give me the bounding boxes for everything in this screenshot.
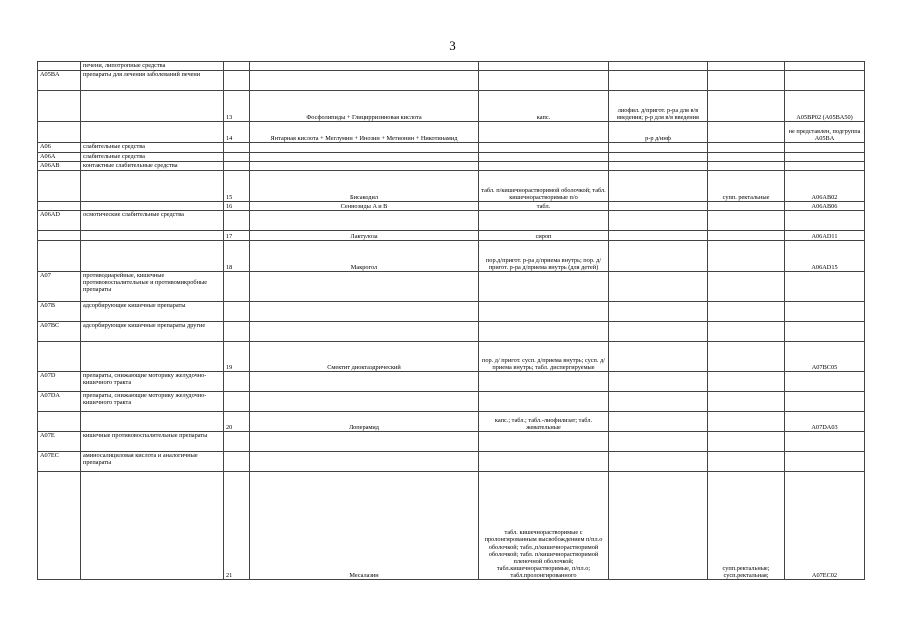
- row-number-cell: 18: [224, 241, 250, 272]
- rectal-form-cell: супп.ректальные; сусп.ректальная;: [708, 472, 785, 580]
- inpatient-form-cell: [609, 143, 708, 153]
- row-number-cell: 14: [224, 122, 250, 143]
- rectal-form-cell: [708, 342, 785, 372]
- inpatient-form-cell: лиофил. д/пригот. р-ра для в/в введения; р-р для в/в введения: [609, 91, 708, 122]
- drug-name-cell: Смектит диоктаэдрический: [250, 342, 479, 372]
- drug-name-cell: [250, 392, 479, 412]
- row-number-cell: 15: [224, 171, 250, 202]
- dosage-form-cell: [479, 143, 609, 153]
- table-row: [38, 452, 865, 472]
- dosage-form-cell: табл.: [479, 202, 609, 211]
- drug-atc-code-cell: A07EC02: [785, 472, 865, 580]
- group-description-cell: препараты, снижающие моторику желудочно-кишечного тракта: [81, 372, 224, 392]
- rectal-form-cell: [708, 392, 785, 412]
- drug-atc-code-cell: A07BC05: [785, 342, 865, 372]
- atc-code-cell: [38, 412, 81, 432]
- rectal-form-cell: [708, 202, 785, 211]
- table-row: [38, 412, 865, 432]
- row-number-cell: 19: [224, 342, 250, 372]
- atc-code-cell: A07B: [38, 302, 81, 322]
- inpatient-form-cell: [609, 472, 708, 580]
- rectal-form-cell: [708, 62, 785, 71]
- atc-code-cell: A07D: [38, 372, 81, 392]
- row-number-cell: [224, 211, 250, 231]
- atc-code-cell: [38, 202, 81, 211]
- rectal-form-cell: [708, 302, 785, 322]
- drug-name-cell: [250, 162, 479, 171]
- drug-name-cell: [250, 153, 479, 162]
- rectal-form-cell: [708, 162, 785, 171]
- inpatient-form-cell: [609, 153, 708, 162]
- rectal-form-cell: [708, 412, 785, 432]
- table-row: [38, 372, 865, 392]
- inpatient-form-cell: [609, 71, 708, 91]
- table-row: [38, 71, 865, 91]
- table-row: [38, 432, 865, 452]
- drug-atc-code-cell: A06AD11: [785, 231, 865, 241]
- table-body: [38, 62, 865, 580]
- drug-name-cell: [250, 143, 479, 153]
- group-description-cell: [81, 412, 224, 432]
- dosage-form-cell: [479, 322, 609, 342]
- table-row: [38, 143, 865, 153]
- group-description-cell: [81, 122, 224, 143]
- rectal-form-cell: [708, 143, 785, 153]
- drug-atc-code-cell: [785, 392, 865, 412]
- dosage-form-cell: [479, 122, 609, 143]
- rectal-form-cell: [708, 452, 785, 472]
- inpatient-form-cell: [609, 241, 708, 272]
- rectal-form-cell: [708, 122, 785, 143]
- drug-name-cell: Бисакодил: [250, 171, 479, 202]
- drug-atc-code-cell: [785, 62, 865, 71]
- group-description-cell: осмотические слабительные средства: [81, 211, 224, 231]
- dosage-form-cell: пор.д/пригот. р-ра д/приема внутрь; пор. д/пригот. р-ра д/приема внутрь (для детей): [479, 241, 609, 272]
- inpatient-form-cell: [609, 202, 708, 211]
- drug-name-cell: Фосфолипиды + Глицирризиновая кислота: [250, 91, 479, 122]
- atc-code-cell: A07EC: [38, 452, 81, 472]
- dosage-form-cell: [479, 62, 609, 71]
- table-row: [38, 472, 865, 580]
- rectal-form-cell: [708, 71, 785, 91]
- inpatient-form-cell: [609, 392, 708, 412]
- drug-atc-code-cell: [785, 211, 865, 231]
- group-description-cell: адсорбирующие кишечные препараты другие: [81, 322, 224, 342]
- drug-name-cell: Месалазин: [250, 472, 479, 580]
- dosage-form-cell: [479, 392, 609, 412]
- atc-code-cell: A07BC: [38, 322, 81, 342]
- rectal-form-cell: [708, 322, 785, 342]
- row-number-cell: 16: [224, 202, 250, 211]
- row-number-cell: [224, 162, 250, 171]
- drug-atc-code-cell: A06AD15: [785, 241, 865, 272]
- dosage-form-cell: сироп: [479, 231, 609, 241]
- drug-name-cell: [250, 62, 479, 71]
- atc-code-cell: A06AD: [38, 211, 81, 231]
- group-description-cell: [81, 231, 224, 241]
- rectal-form-cell: [708, 153, 785, 162]
- inpatient-form-cell: [609, 231, 708, 241]
- atc-code-cell: A07: [38, 272, 81, 302]
- atc-code-cell: [38, 472, 81, 580]
- dosage-form-cell: [479, 452, 609, 472]
- inpatient-form-cell: [609, 322, 708, 342]
- rectal-form-cell: супп. ректальные: [708, 171, 785, 202]
- dosage-form-cell: табл. п/кишечнорастворимой оболочкой; табл. кишечнорастворимые п/о: [479, 171, 609, 202]
- group-description-cell: препараты, снижающие моторику желудочно-кишечного тракта: [81, 392, 224, 412]
- drug-atc-code-cell: не представлен, подгруппа A05BA: [785, 122, 865, 143]
- rectal-form-cell: [708, 272, 785, 302]
- atc-code-cell: [38, 342, 81, 372]
- group-description-cell: адсорбирующие кишечные препараты: [81, 302, 224, 322]
- dosage-form-cell: [479, 211, 609, 231]
- drug-name-cell: [250, 211, 479, 231]
- drug-atc-code-cell: A07DA03: [785, 412, 865, 432]
- drug-atc-code-cell: A06AB02: [785, 171, 865, 202]
- group-description-cell: [81, 342, 224, 372]
- dosage-form-cell: капс.; табл.; табл.-лиофилизат; табл. жевательные: [479, 412, 609, 432]
- group-description-cell: [81, 241, 224, 272]
- row-number-cell: 21: [224, 472, 250, 580]
- table-row: [38, 272, 865, 302]
- rectal-form-cell: [708, 432, 785, 452]
- table-row: [38, 241, 865, 272]
- atc-code-cell: A06AB: [38, 162, 81, 171]
- table-row: [38, 171, 865, 202]
- dosage-form-cell: [479, 372, 609, 392]
- inpatient-form-cell: [609, 342, 708, 372]
- drug-atc-code-cell: [785, 452, 865, 472]
- atc-code-cell: A07E: [38, 432, 81, 452]
- drug-name-cell: Макрогол: [250, 241, 479, 272]
- atc-code-cell: A05BA: [38, 71, 81, 91]
- row-number-cell: [224, 153, 250, 162]
- row-number-cell: [224, 392, 250, 412]
- table-row: [38, 202, 865, 211]
- atc-code-cell: A07DA: [38, 392, 81, 412]
- inpatient-form-cell: [609, 412, 708, 432]
- row-number-cell: [224, 143, 250, 153]
- group-description-cell: кишечные противовоспалительные препараты: [81, 432, 224, 452]
- drug-name-cell: Лоперамид: [250, 412, 479, 432]
- drug-name-cell: [250, 302, 479, 322]
- dosage-form-cell: [479, 71, 609, 91]
- drug-atc-code-cell: A06AB06: [785, 202, 865, 211]
- dosage-form-cell: [479, 432, 609, 452]
- atc-code-cell: [38, 241, 81, 272]
- group-description-cell: [81, 202, 224, 211]
- drug-atc-code-cell: [785, 143, 865, 153]
- group-description-cell: [81, 472, 224, 580]
- drug-atc-code-cell: [785, 432, 865, 452]
- drug-atc-code-cell: [785, 372, 865, 392]
- row-number-cell: 20: [224, 412, 250, 432]
- row-number-cell: [224, 372, 250, 392]
- group-description-cell: слабительные средства: [81, 143, 224, 153]
- drug-atc-code-cell: [785, 71, 865, 91]
- atc-code-cell: A06A: [38, 153, 81, 162]
- drug-name-cell: Сеннозиды A и B: [250, 202, 479, 211]
- drug-atc-code-cell: [785, 153, 865, 162]
- table-row: [38, 162, 865, 171]
- group-description-cell: аминосалициловая кислота и аналогичные препараты: [81, 452, 224, 472]
- inpatient-form-cell: [609, 272, 708, 302]
- drug-name-cell: [250, 372, 479, 392]
- table-row: [38, 322, 865, 342]
- dosage-form-cell: [479, 272, 609, 302]
- group-description-cell: [81, 171, 224, 202]
- table-row: [38, 122, 865, 143]
- dosage-form-cell: капс.: [479, 91, 609, 122]
- drug-atc-code-cell: [785, 272, 865, 302]
- inpatient-form-cell: [609, 211, 708, 231]
- inpatient-form-cell: [609, 162, 708, 171]
- group-description-cell: слабительные средства: [81, 153, 224, 162]
- table-row: [38, 211, 865, 231]
- group-description-cell: противодиарейные, кишечные противовоспалительные и противомикробные препараты: [81, 272, 224, 302]
- inpatient-form-cell: [609, 302, 708, 322]
- atc-code-cell: A06: [38, 143, 81, 153]
- drug-atc-code-cell: [785, 322, 865, 342]
- row-number-cell: 17: [224, 231, 250, 241]
- drug-atc-code-cell: A05BP02 (A05BA50): [785, 91, 865, 122]
- inpatient-form-cell: [609, 171, 708, 202]
- atc-code-cell: [38, 62, 81, 71]
- row-number-cell: [224, 272, 250, 302]
- table-row: [38, 392, 865, 412]
- row-number-cell: [224, 71, 250, 91]
- rectal-form-cell: [708, 211, 785, 231]
- drug-name-cell: [250, 272, 479, 302]
- drug-atc-code-cell: [785, 162, 865, 171]
- page-number: 3: [449, 38, 456, 53]
- dosage-form-cell: [479, 153, 609, 162]
- drug-atc-code-cell: [785, 302, 865, 322]
- group-description-cell: препараты для лечения заболеваний печени: [81, 71, 224, 91]
- table-row: [38, 153, 865, 162]
- drug-name-cell: [250, 322, 479, 342]
- inpatient-form-cell: [609, 432, 708, 452]
- drug-list-table: [37, 61, 865, 580]
- row-number-cell: [224, 432, 250, 452]
- atc-code-cell: [38, 122, 81, 143]
- row-number-cell: [224, 452, 250, 472]
- inpatient-form-cell: р-р д/инф: [609, 122, 708, 143]
- drug-name-cell: [250, 71, 479, 91]
- table-row: [38, 302, 865, 322]
- rectal-form-cell: [708, 241, 785, 272]
- rectal-form-cell: [708, 372, 785, 392]
- dosage-form-cell: табл. кишечнорастворимые с пролонгированным высвобождением п/пл.о оболочкой; табл.,п/кишечнорастворимой оболочкой; табл. п/кишечнорастворимой пленочной оболочкой; табл.кишечнорастворимые, п/пл.о; табл.пролонгированного: [479, 472, 609, 580]
- table-row: [38, 62, 865, 71]
- drug-name-cell: Янтарная кислота + Меглумин + Инозин + Метионин + Никотинамид: [250, 122, 479, 143]
- table-row: [38, 231, 865, 241]
- group-description-cell: [81, 91, 224, 122]
- inpatient-form-cell: [609, 62, 708, 71]
- dosage-form-cell: [479, 162, 609, 171]
- row-number-cell: [224, 322, 250, 342]
- row-number-cell: [224, 62, 250, 71]
- atc-code-cell: [38, 171, 81, 202]
- inpatient-form-cell: [609, 372, 708, 392]
- inpatient-form-cell: [609, 452, 708, 472]
- group-description-cell: печени, липотропные средства: [81, 62, 224, 71]
- table-row: [38, 342, 865, 372]
- row-number-cell: 13: [224, 91, 250, 122]
- row-number-cell: [224, 302, 250, 322]
- drug-name-cell: [250, 432, 479, 452]
- dosage-form-cell: [479, 302, 609, 322]
- atc-code-cell: [38, 231, 81, 241]
- group-description-cell: контактные слабительные средства: [81, 162, 224, 171]
- drug-name-cell: Лактулоза: [250, 231, 479, 241]
- table-row: [38, 91, 865, 122]
- rectal-form-cell: [708, 91, 785, 122]
- drug-name-cell: [250, 452, 479, 472]
- rectal-form-cell: [708, 231, 785, 241]
- dosage-form-cell: пор. д/ пригот. сусп. д/приема внутрь; сусп. д/приема внутрь; табл. диспергируемые: [479, 342, 609, 372]
- atc-code-cell: [38, 91, 81, 122]
